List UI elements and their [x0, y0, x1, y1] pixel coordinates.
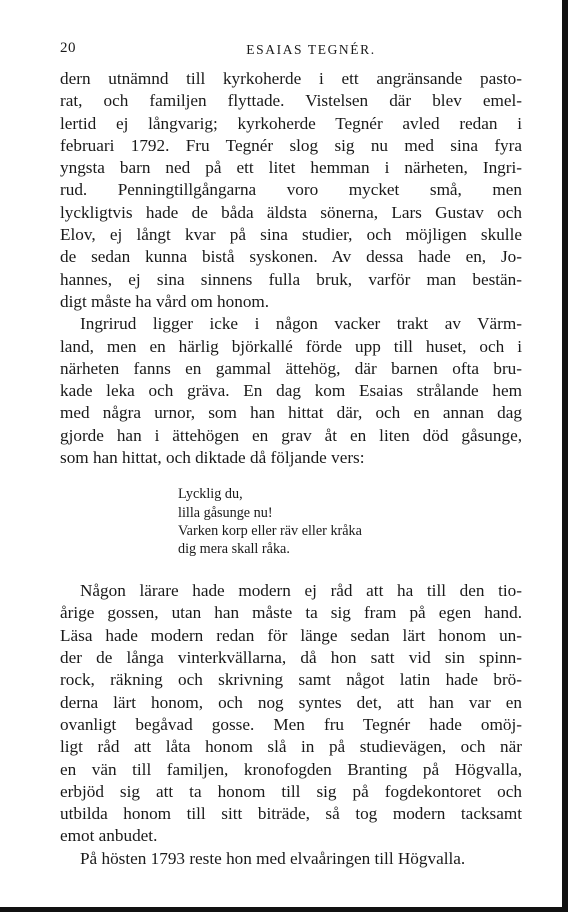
- text-line: rat, och familjen flyttade. Vistelsen där blev emel-: [60, 91, 522, 111]
- text-line: Elov, ej långt kvar på sina studier, och möjligen skulle: [60, 225, 522, 245]
- text-line: rock, räkning och skrivning samt något latin hade brö-: [60, 670, 522, 690]
- verse-line: Lycklig du,: [178, 486, 243, 503]
- running-head: ESAIAS TEGNÉR.: [246, 42, 376, 57]
- text-line: Ingrirud ligger icke i någon vacker trakt av Värm-: [80, 314, 522, 334]
- text-line: yngsta barn ned på ett litet hemman i närheten, Ingri-: [60, 158, 522, 178]
- text-line: som han hittat, och diktade då följande vers:: [60, 448, 365, 468]
- text-line: dern utnämnd till kyrkoherde i ett angränsande pasto-: [60, 69, 522, 88]
- paragraph-2: [60, 313, 522, 469]
- text-line: ligt råd att låta honom slå in på studievägen, och när: [60, 737, 522, 757]
- text-line: Någon lärare hade modern ej råd att ha till den tio-: [80, 581, 522, 601]
- text-line: erbjöd sig att ta honom till sig på fogdekontoret och: [60, 781, 522, 801]
- verse-line: dig mera skall råka.: [178, 540, 290, 557]
- text-line: med några urnor, som han hittat där, och en annan dag: [60, 403, 522, 423]
- text-line: de sedan kunna bistå syskonen. Av dessa hade en, Jo-: [60, 247, 522, 267]
- text-line: land, men en härlig björkallé förde upp till huset, och i: [60, 336, 522, 356]
- text-line: lyckligtvis hade de båda äldsta sönerna, Lars Gustav och: [60, 202, 522, 222]
- paragraph-4: [60, 848, 522, 870]
- text-line: emot anbudet.: [60, 826, 158, 846]
- text-line: gjorde han i ättehögen en grav åt en liten död gåsunge,: [60, 425, 522, 445]
- paragraph-3: [60, 580, 522, 848]
- page-edge-bottom: [0, 907, 568, 912]
- page-edge-right: [562, 0, 568, 912]
- verse-line: Varken korp eller räv eller kråka: [178, 522, 362, 539]
- text-line: en vän till familjen, kronofogden Branting på Högvalla,: [60, 759, 522, 779]
- page-header: [60, 40, 522, 68]
- text-line: årige gossen, utan han måste ta sig fram på egen hand.: [60, 603, 522, 623]
- text-line: närheten fanns en gammal ättehög, där barnen ofta bru-: [60, 358, 522, 378]
- text-line: lertid ej långvarig; kyrkoherde Tegnér avled redan i: [60, 113, 522, 133]
- text-line: kade leka och gräva. En dag kom Esaias strålande hem: [60, 381, 522, 401]
- text-line: ovanligt begåvad gosse. Men fru Tegnér hade omöj-: [60, 714, 522, 734]
- paragraph-1: [60, 68, 522, 313]
- text-line: utbilda honom till sitt biträde, så tog modern tacksamt: [60, 804, 522, 824]
- text-line: digt måste ha vård om honom.: [60, 291, 270, 311]
- text-line: derna lärt honom, och nog syntes det, att han var en: [60, 692, 522, 712]
- text-line: Läsa hade modern redan för länge sedan lärt honom un-: [60, 625, 522, 645]
- text-line: rud. Penningtillgångarna voro mycket små, men: [60, 180, 522, 200]
- text-line: der de långa vinterkvällarna, då hon satt vid sin spinn-: [60, 648, 522, 668]
- verse-line: lilla gåsunge nu!: [178, 504, 273, 521]
- book-page: [60, 40, 522, 870]
- text-line: hannes, ej sina sinnens fulla bruk, varför man bestän-: [60, 269, 522, 289]
- verse-block: [178, 485, 522, 558]
- text-line: På hösten 1793 reste hon med elvaåringen till Högvalla.: [80, 848, 466, 868]
- page-number: 20: [60, 40, 76, 56]
- text-line: februari 1792. Fru Tegnér slog sig nu med sina fyra: [60, 135, 522, 155]
